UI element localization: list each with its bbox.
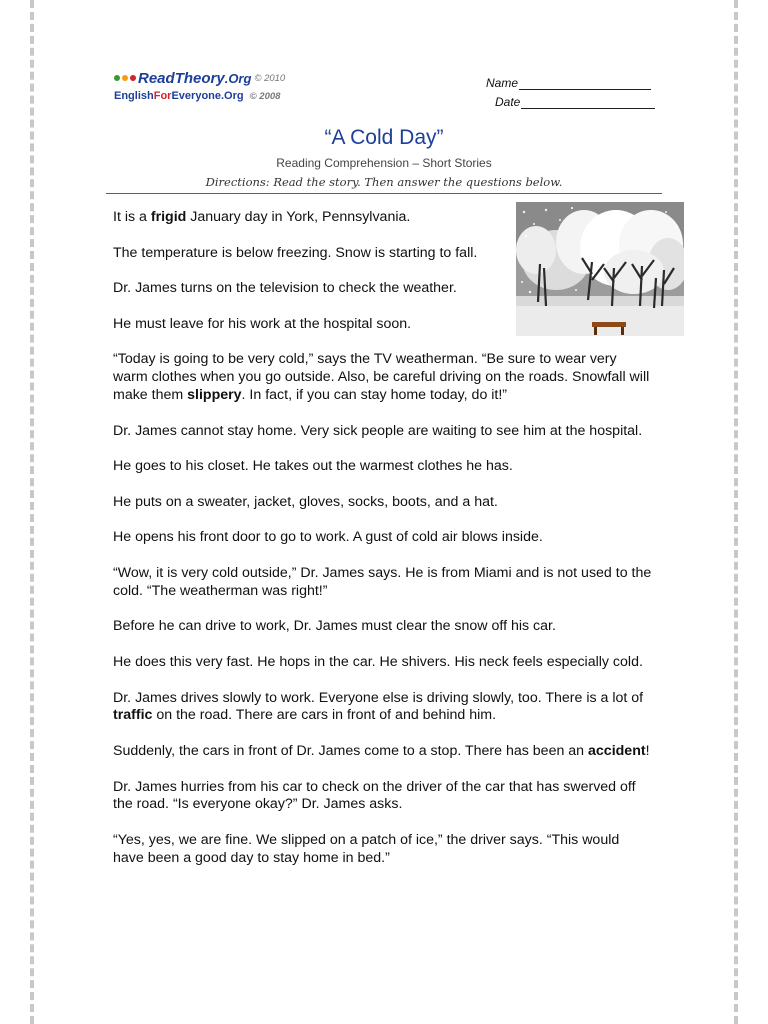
name-line[interactable] (519, 77, 651, 90)
vocabulary-word: accident (588, 742, 646, 759)
story-paragraph: “Yes, yes, we are fine. We slipped on a patch of ice,” the driver says. “This would have been a good day to stay home in bed.” (113, 831, 620, 866)
name-label: Name (486, 76, 519, 90)
name-field[interactable] (486, 71, 655, 90)
date-label: Date (495, 95, 521, 109)
page-left-border (30, 0, 34, 1024)
name-date-fields (486, 71, 655, 109)
logo-theory: Theory (174, 69, 225, 87)
colored-dots-icon (114, 75, 136, 81)
date-line[interactable] (521, 96, 655, 109)
story-paragraph: He goes to his closet. He takes out the warmest clothes he has. (113, 458, 513, 475)
logo-read: Read (138, 69, 175, 87)
story-paragraph: Dr. James drives slowly to work. Everyone else is driving slowly, too. There is a lot of traffic on the road. There are cars in front of and behind him. (113, 689, 644, 724)
story-paragraph: He must leave for his work at the hospital soon. (113, 315, 412, 332)
story-paragraph: Before he can drive to work, Dr. James must clear the snow off his car. (113, 618, 556, 635)
directions-text: Directions: Read the story. Then answer the questions below. (205, 175, 563, 189)
story-title: “A Cold Day” (324, 126, 444, 149)
story-paragraph: Suddenly, the cars in front of Dr. James come to a stop. There has been an accident! (113, 742, 650, 759)
efe-copyright: © 2008 (249, 91, 281, 102)
page-right-border (734, 0, 738, 1024)
story-subtitle: Reading Comprehension – Short Stories (276, 156, 492, 170)
readtheory-copyright: © 2010 (254, 72, 286, 84)
story-paragraph: Dr. James hurries from his car to check on the driver of the car that has swerved off the road. “Is everyone okay?” Dr. James asks. (113, 778, 636, 813)
logo-english: English (114, 90, 154, 102)
vocabulary-word: frigid (150, 209, 187, 225)
logo-org: .Org (224, 70, 252, 86)
logo-everyone: Everyone.Org (171, 90, 244, 102)
date-field[interactable] (495, 90, 655, 109)
story-paragraph: “Today is going to be very cold,” says the TV weatherman. “Be sure to wear very warm clothes when you go outside. Also, be careful driving on the roads. Snowfall will make them slippery. In fact, if you can stay home today, do it!” (113, 351, 650, 403)
story-paragraph: It is a frigid January day in York, Pennsylvania. (113, 209, 411, 225)
englishforeveryone-logo (114, 90, 285, 102)
story-body (113, 209, 653, 885)
header-divider (106, 193, 662, 194)
readtheory-logo (114, 70, 285, 86)
header-logos (114, 70, 285, 102)
story-paragraph: “Wow, it is very cold outside,” Dr. James says. He is from Miami and is not used to the cold. “The weatherman was right!” (113, 564, 652, 599)
story-paragraph: Dr. James turns on the television to check the weather. (113, 280, 457, 297)
story-paragraph: The temperature is below freezing. Snow is starting to fall. (113, 244, 478, 261)
story-paragraph: He does this very fast. He hops in the car. He shivers. His neck feels especially cold. (113, 653, 643, 670)
vocabulary-word: slippery (187, 386, 242, 403)
story-paragraph: He puts on a sweater, jacket, gloves, socks, boots, and a hat. (113, 493, 498, 510)
logo-for: For (153, 90, 172, 102)
story-paragraph: Dr. James cannot stay home. Very sick people are waiting to see him at the hospital. (113, 422, 643, 439)
story-paragraph: He opens his front door to go to work. A gust of cold air blows inside. (113, 529, 543, 546)
vocabulary-word: traffic (113, 707, 153, 724)
